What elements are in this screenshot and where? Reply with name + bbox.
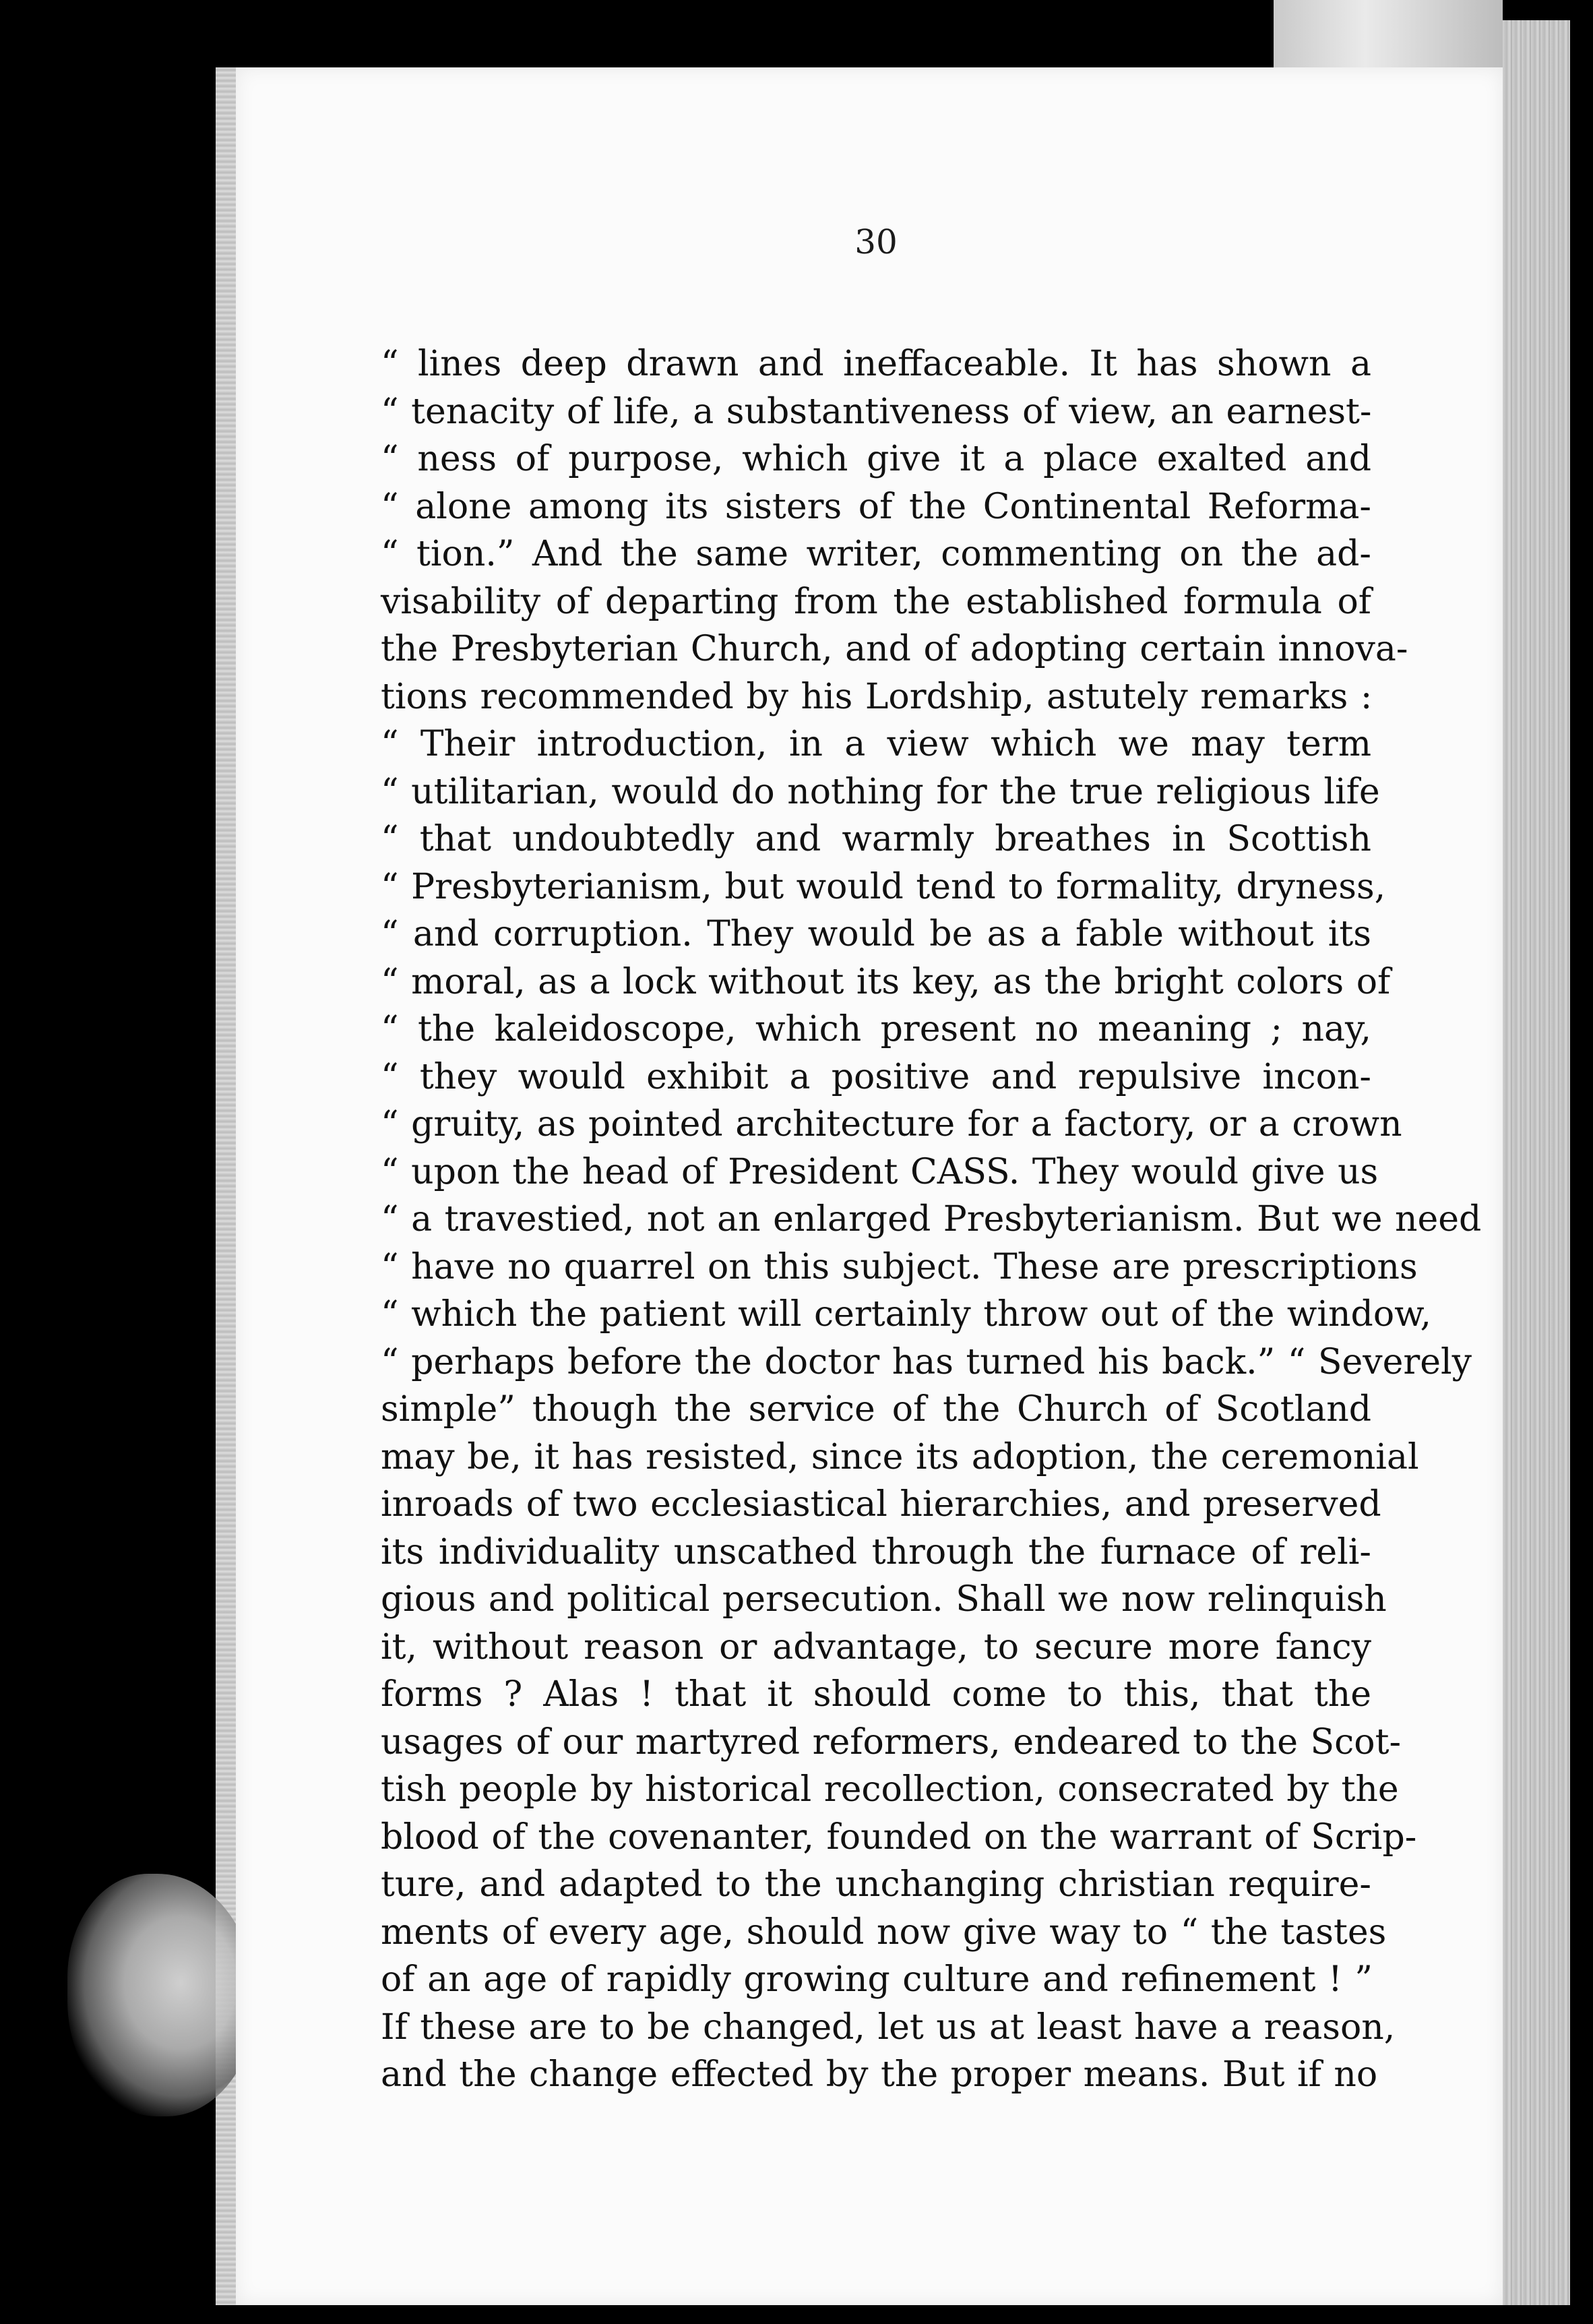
- text-line: the Presbyterian Church, and of adopting certain innova-: [381, 629, 1408, 669]
- text-line: and the change effected by the proper means. But if no: [381, 2054, 1378, 2095]
- text-line: “ have no quarrel on this subject. These are prescriptions: [381, 1246, 1418, 1287]
- text-line: “ they would exhibit a positive and repulsive incon-: [381, 1056, 1371, 1097]
- text-line: tish people by historical recollection, consecrated by the: [381, 1769, 1399, 1810]
- text-line: gious and political persecution. Shall we now relinquish: [381, 1579, 1387, 1620]
- text-line: “ utilitarian, would do nothing for the true religious life: [381, 771, 1380, 812]
- text-line: simple” though the service of the Church of Scotland: [381, 1389, 1371, 1430]
- text-line: “ Their introduction, in a view which we may term: [381, 724, 1371, 764]
- body-text: [381, 340, 1482, 2099]
- text-line: ture, and adapted to the unchanging christian require-: [381, 1864, 1371, 1905]
- page-edge-right: [1503, 20, 1570, 2305]
- text-line: “ and corruption. They would be as a fable without its: [381, 914, 1371, 954]
- text-line: inroads of two ecclesiastical hierarchies, and preserved: [381, 1484, 1381, 1525]
- text-line: “ ness of purpose, which give it a place exalted and: [381, 439, 1371, 479]
- text-line: “ that undoubtedly and warmly breathes in Scottish: [381, 819, 1371, 859]
- page-edge-top: [1274, 0, 1503, 67]
- text-line: “ perhaps before the doctor has turned his back.” “ Severely: [381, 1341, 1472, 1382]
- text-line: “ lines deep drawn and ineffaceable. It has shown a: [381, 344, 1371, 384]
- text-line: blood of the covenanter, founded on the warrant of Scrip-: [381, 1816, 1417, 1858]
- text-line: “ the kaleidoscope, which present no meaning ; nay,: [381, 1009, 1371, 1049]
- text-line: “ which the patient will certainly throw out of the window,: [381, 1294, 1432, 1335]
- text-line: tions recommended by his Lordship, astutely remarks :: [381, 676, 1373, 717]
- text-line: “ tion.” And the same writer, commenting on the ad-: [381, 534, 1371, 574]
- text-line: usages of our martyred reformers, endeared to the Scot-: [381, 1721, 1402, 1763]
- text-line: “ Presbyterianism, but would tend to formality, dryness,: [381, 866, 1386, 907]
- text-line: of an age of rapidly growing culture and refinement ! ”: [381, 1959, 1373, 2000]
- page-number: 30: [854, 222, 898, 262]
- text-line: it, without reason or advantage, to secure more fancy: [381, 1626, 1371, 1668]
- text-line: visability of departing from the established formula of: [381, 581, 1371, 622]
- text-line: “ moral, as a lock without its key, as the bright colors of: [381, 961, 1391, 1002]
- text-line: forms ? Alas ! that it should come to this, that the: [381, 1674, 1371, 1715]
- text-line: “ gruity, as pointed architecture for a factory, or a crown: [381, 1104, 1402, 1144]
- text-line: “ alone among its sisters of the Continental Reforma-: [381, 486, 1371, 527]
- text-line: If these are to be changed, let us at least have a reason,: [381, 2007, 1396, 2048]
- text-line: may be, it has resisted, since its adoption, the ceremonial: [381, 1436, 1419, 1477]
- text-line: “ a travestied, not an enlarged Presbyterianism. But we need: [381, 1199, 1482, 1240]
- text-line: ments of every age, should now give way to “ the tastes: [381, 1912, 1387, 1953]
- text-line: “ upon the head of President CASS. They would give us: [381, 1151, 1379, 1192]
- text-line: “ tenacity of life, a substantiveness of view, an earnest-: [381, 391, 1372, 432]
- text-line: its individuality unscathed through the furnace of reli-: [381, 1531, 1371, 1572]
